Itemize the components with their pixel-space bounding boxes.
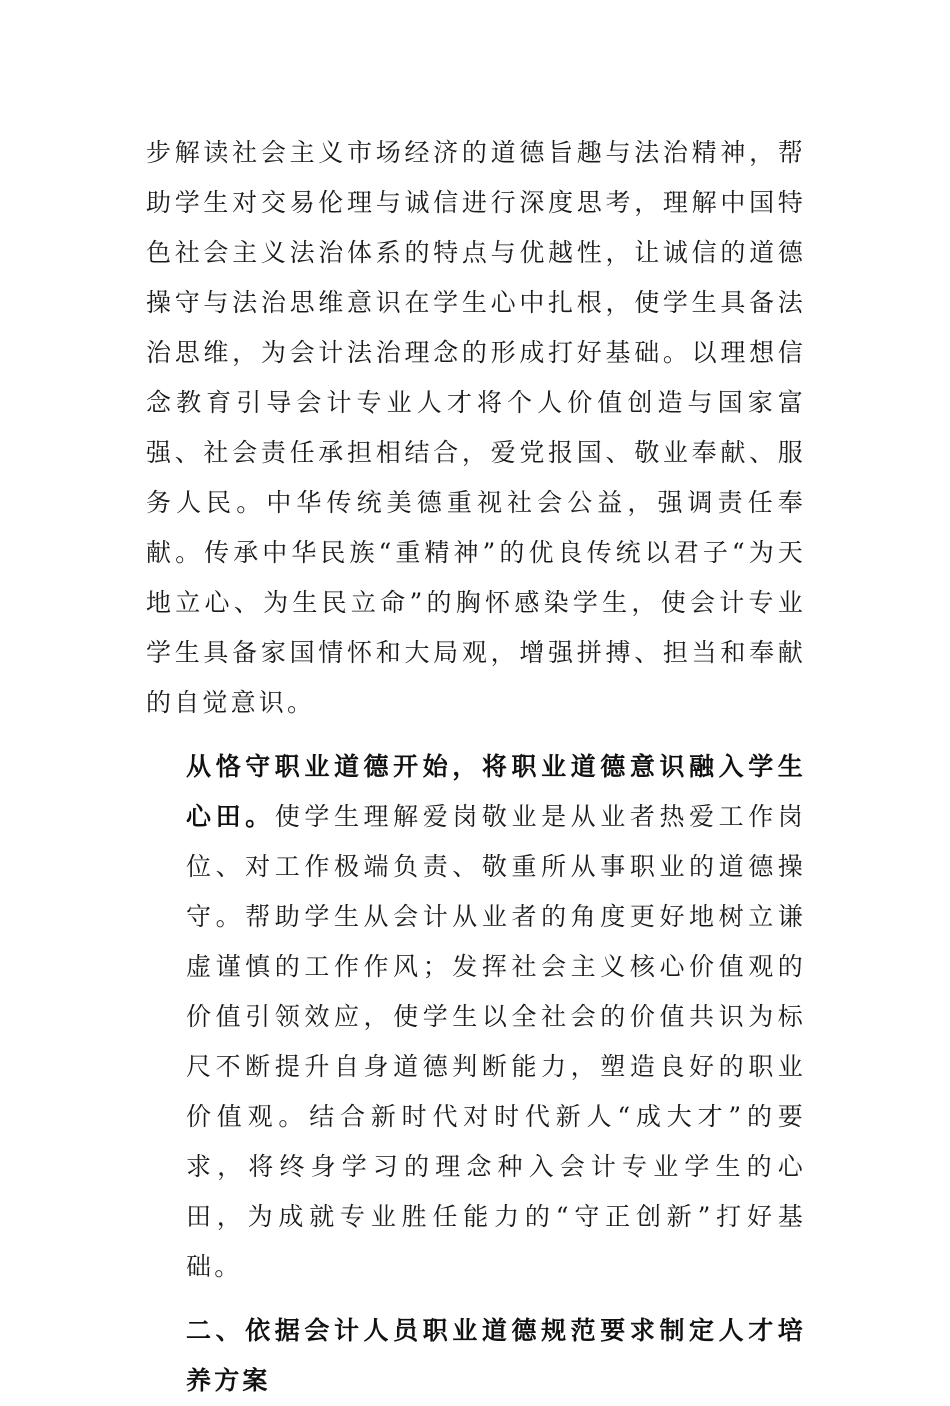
paragraph-lead-sentence: 从恪守职业道德开始，将职业道德意识融入学生心田。	[186, 752, 806, 831]
paragraph-professional-ethics	[146, 742, 806, 1292]
section-heading: 二、依据会计人员职业道德规范要求制定人才培养方案	[186, 1316, 806, 1395]
document-body	[146, 128, 806, 1406]
paragraph-body-text: 使学生理解爱岗敬业是从业者热爱工作岗位、对工作极端负责、敬重所从事职业的道德操守。帮助学生从会计从业者的角度更好地树立谦虚谨慎的工作作风；发挥社会主义核心价值观的价值引领效应，使学生以全社会的价值共识为标尺不断提升自身道德判断能力，塑造良好的职业价值观。结合新时代对时代新人“成大才”的要求，将终身学习的理念种入会计专业学生的心田，为成就专业胜任能力的“守正创新”打好基础。	[186, 802, 806, 1281]
paragraph-continuation: 步解读社会主义市场经济的道德旨趣与法治精神，帮助学生对交易伦理与诚信进行深度思考，理解中国特色社会主义法治体系的特点与优越性，让诚信的道德操守与法治思维意识在学生心中扎根，使学生具备法治思维，为会计法治理念的形成打好基础。以理想信念教育引导会计专业人才将个人价值创造与国家富强、社会责任承担相结合，爱党报国、敬业奉献、服务人民。中华传统美德重视社会公益，强调责任奉献。传承中华民族“重精神”的优良传统以君子“为天地立心、为生民立命”的胸怀感染学生，使会计专业学生具备家国情怀和大局观，增强拼搏、担当和奉献的自觉意识。	[146, 138, 806, 717]
